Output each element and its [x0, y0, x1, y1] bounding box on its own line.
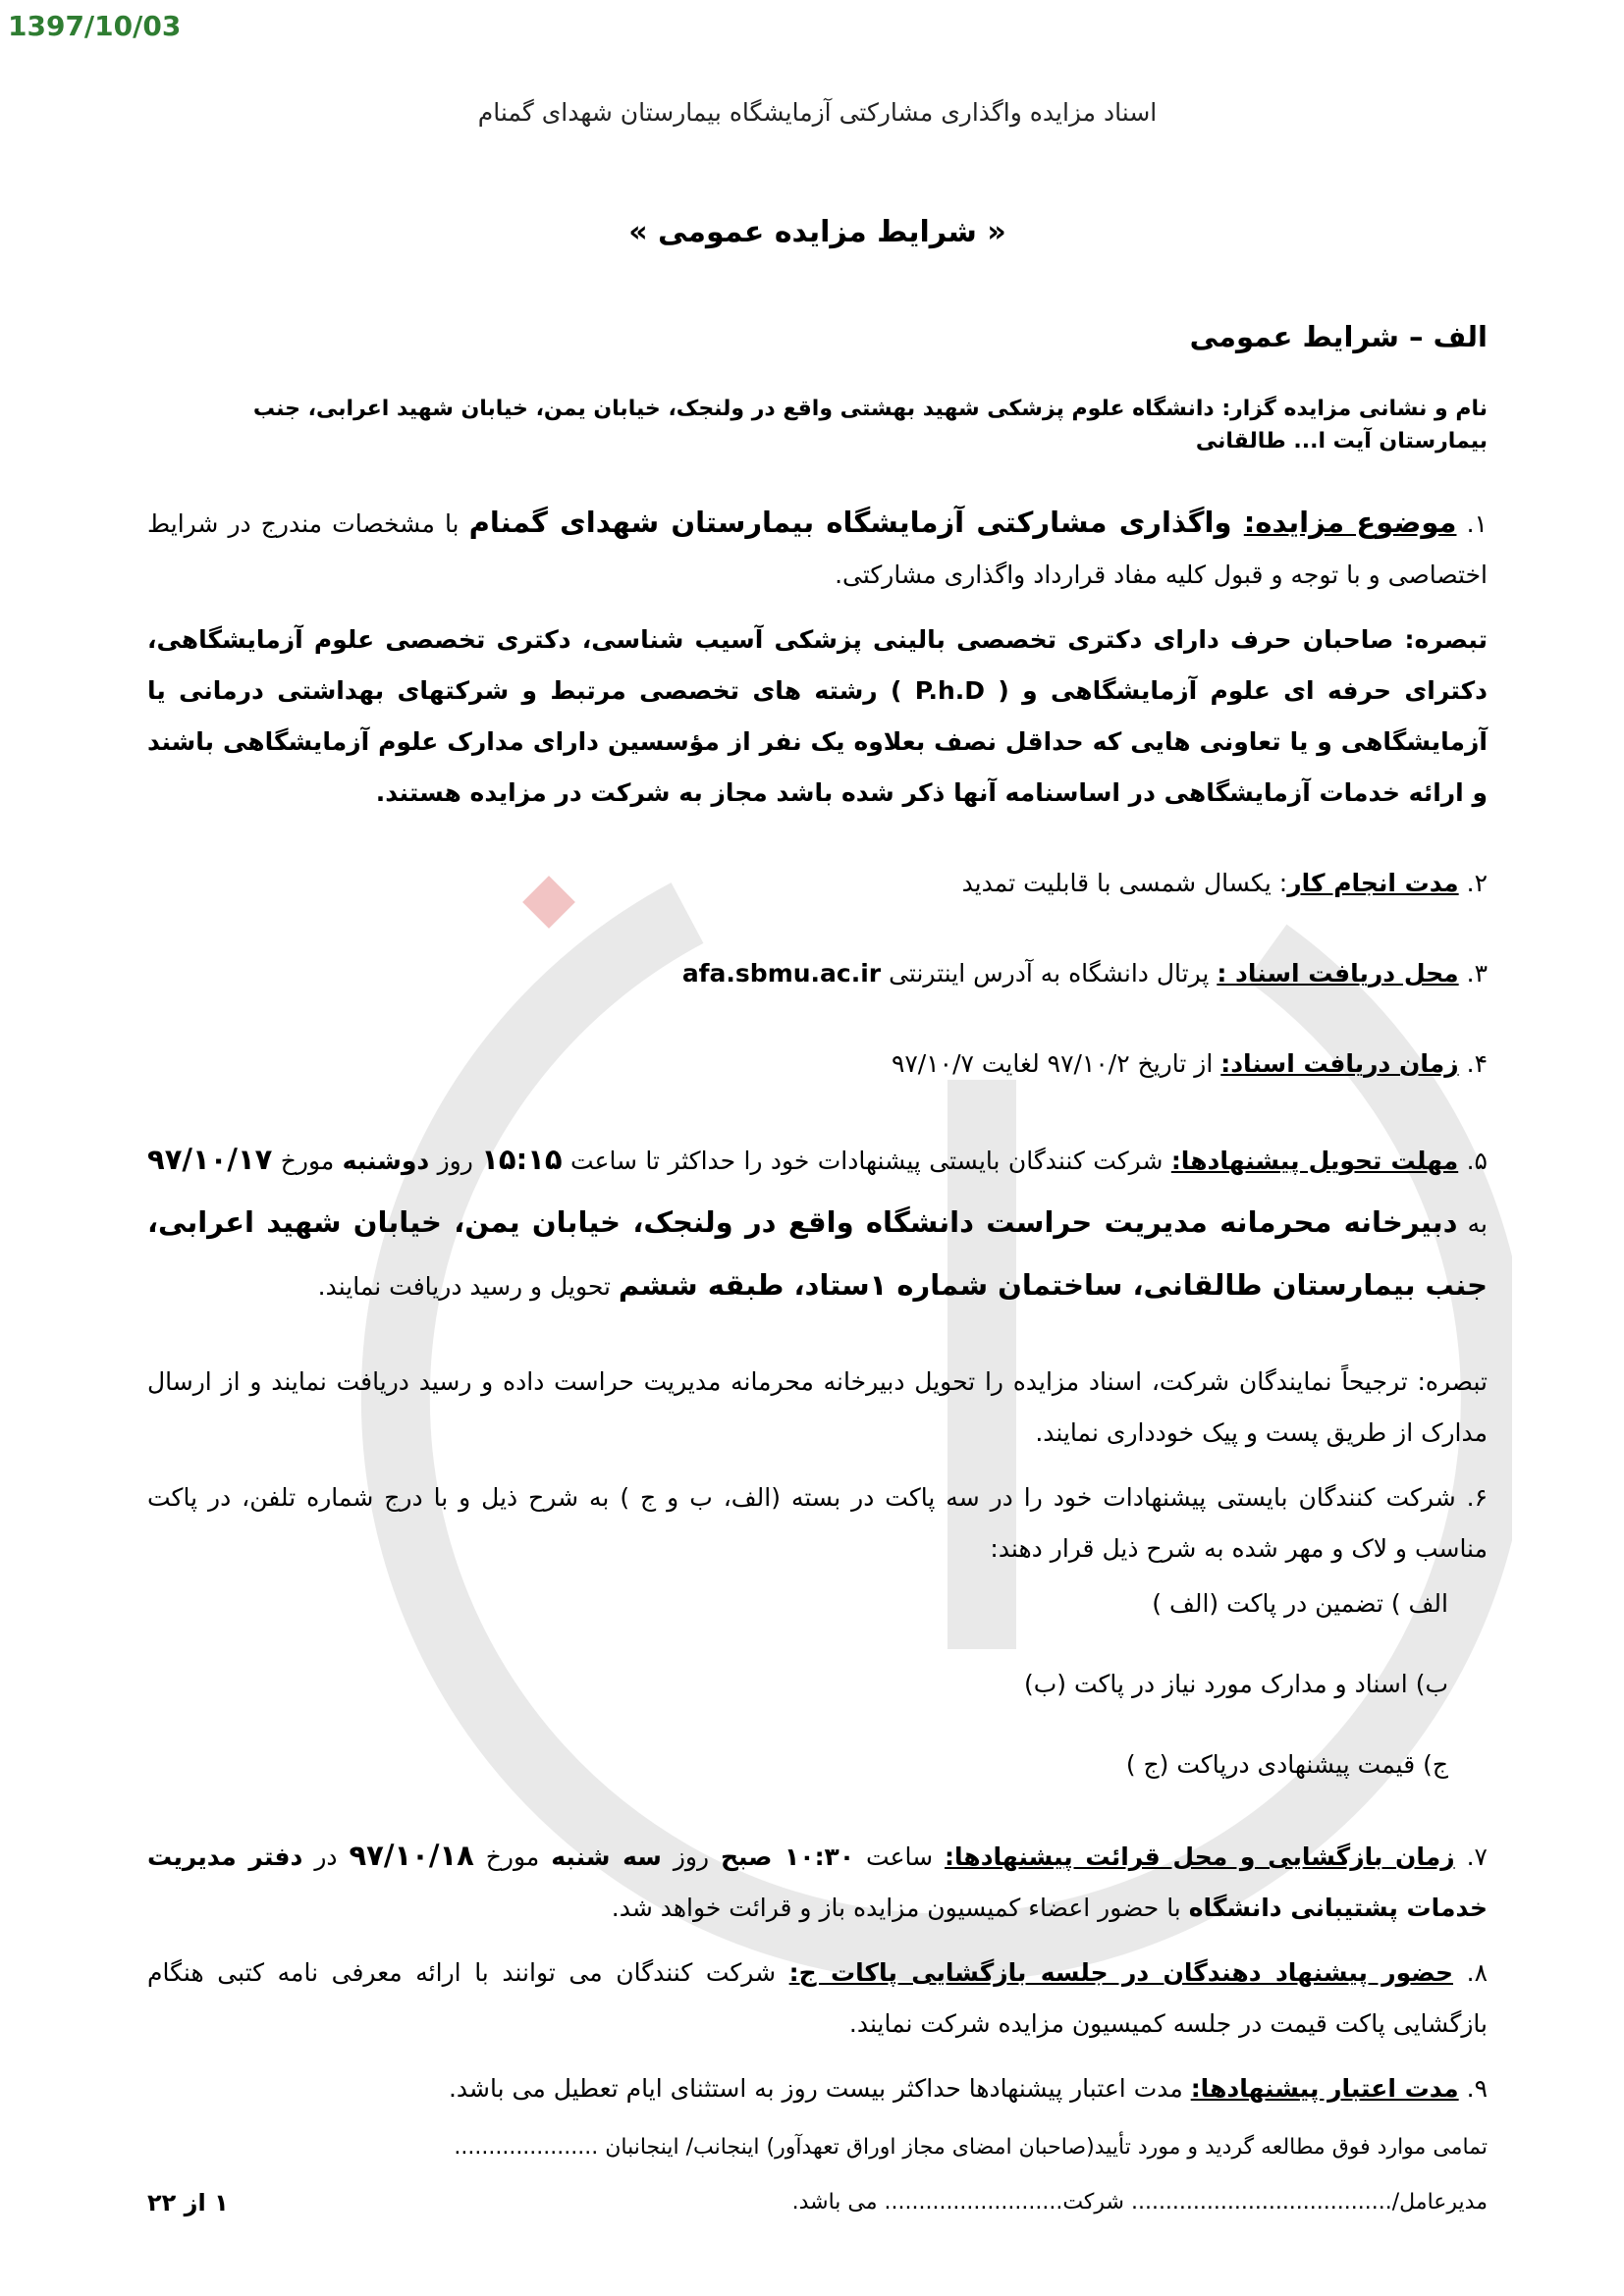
deadline-day: دوشنبه	[342, 1147, 430, 1175]
item-4	[147, 1039, 1488, 1090]
item-number: ۴.	[1458, 1049, 1488, 1078]
opening-date: ۹۷/۱۰/۱۸	[349, 1839, 474, 1872]
portal-url: afa.sbmu.ac.ir	[681, 959, 882, 988]
item-text: روز	[661, 1842, 721, 1871]
signature-footer	[147, 2120, 1488, 2230]
item-label: مدت اعتبار پیشنهادها:	[1190, 2074, 1459, 2103]
item-8	[147, 1948, 1488, 2050]
note-1	[147, 614, 1488, 819]
phd-text: P.h.D	[914, 676, 986, 705]
item-text: روز	[429, 1147, 482, 1175]
deadline-time: ۱۵:۱۵	[481, 1143, 563, 1176]
item-label: مهلت تحویل پیشنهادها:	[1170, 1147, 1459, 1175]
item-text: مورخ	[473, 1842, 552, 1871]
item-number: ۳.	[1458, 959, 1488, 988]
item-number: ۵.	[1458, 1147, 1488, 1175]
section-title: الف – شرایط عمومی	[1189, 320, 1488, 353]
item-label: حضور پیشنهاد دهندگان در جلسه بازگشایی پاکات ج:	[788, 1958, 1453, 1987]
item-1	[147, 497, 1488, 601]
item-label: مدت انجام کار	[1287, 869, 1459, 897]
item-label: محل دریافت اسناد :	[1217, 959, 1459, 988]
running-header: اسناد مزایده واگذاری مشارکتی آزمایشگاه بیمارستان شهدای گمنام	[477, 98, 1158, 127]
item-text: پرتال دانشگاه به آدرس اینترنتی	[881, 959, 1218, 988]
opening-time: ۱۰:۳۰ صبح	[720, 1842, 855, 1871]
item-number: ۱.	[1456, 509, 1488, 538]
item-label: زمان بازگشایی و محل قرائت پیشنهادها:	[945, 1842, 1455, 1871]
footer-signatory: مدیرعامل/...................................... شرکت.......................... می باشد.	[791, 2190, 1488, 2215]
organizer-info	[147, 393, 1488, 457]
item-label: موضوع مزایده:	[1243, 506, 1457, 539]
opening-day: سه شنبه	[551, 1842, 662, 1871]
item-text: تحویل و رسید دریافت نمایند.	[317, 1272, 619, 1301]
item-5	[147, 1129, 1488, 1317]
item-number: ۸.	[1453, 1958, 1488, 1987]
item-text: با حضور اعضاء کمیسیون مزایده باز و قرائت خواهد شد.	[611, 1894, 1189, 1922]
item-subject: واگذاری مشارکتی آزمایشگاه بیمارستان شهدای گمنام	[468, 506, 1244, 539]
delivery-address: دبیرخانه محرمانه مدیریت حراست دانشگاه واقع در ولنجک، خیابان یمن، خیابان شهید اعرابی، جنب بیمارستان طالقانی، ساختمان شماره ۱ستاد، طبقه ششم	[147, 1205, 1488, 1302]
item-text: در	[302, 1842, 350, 1871]
item-text: با مشخصات مندرج در شرایط اختصاصی و با توجه و قبول کلیه مفاد قرارداد واگذاری مشارکتی.	[147, 509, 1488, 589]
note-text-cont: ) رشته های تخصصی مرتبط و شرکتهای بهداشتی درمانی یا آزمایشگاهی و یا تعاونی هایی که حداقل نصف بعلاوه یک نفر از مؤسسین دارای مدارک علوم آزمایشگاهی باشند و ارائه خدمات آزمایشگاهی در اساسنامه آنها ذکر شده باشد مجاز به شرکت در مزایده هستند.	[147, 676, 1488, 807]
envelope-a: الف ) تضمین در پاکت (الف )	[1152, 1589, 1448, 1618]
note-2: تبصره: ترجیحاً نمایندگان شرکت، اسناد مزایده را تحویل دبیرخانه محرمانه مدیریت حراست داده و رسید دریافت نمایند و از ارسال مدارک از طریق پست و پیک خودداری نمایند.	[147, 1367, 1488, 1447]
item-label: زمان دریافت اسناد:	[1220, 1049, 1459, 1078]
item-number: ۷.	[1454, 1842, 1488, 1871]
note-text: تبصره: صاحبان حرف دارای دکتری تخصصی بالینی پزشکی آسیب شناسی، دکتری تخصصی علوم آزمایشگاهی، دکترای حرفه ای علوم آزمایشگاهی و (	[147, 625, 1488, 705]
item-text: از تاریخ ۹۷/۱۰/۲ لغایت ۹۷/۱۰/۷	[891, 1049, 1221, 1078]
item-7	[147, 1830, 1488, 1934]
envelope-c: ج) قیمت پیشنهادی درپاکت (ج )	[1125, 1750, 1448, 1779]
item-3	[147, 948, 1488, 999]
footer-confirmation: تمامی موارد فوق مطالعه گردید و مورد تأیید(صاحبان امضای مجاز اوراق تعهدآور) اینجانب/ اینجانبان .....................	[454, 2135, 1488, 2160]
deadline-date: ۹۷/۱۰/۱۷	[147, 1143, 273, 1176]
page-number: ۱ از ۲۲	[147, 2189, 229, 2216]
organizer-label: نام و نشانی مزایده گزار:	[1221, 397, 1488, 421]
item-text: شرکت کنندگان بایستی پیشنهادات خود را حداکثر تا ساعت	[562, 1147, 1171, 1175]
item-9	[147, 2063, 1488, 2114]
organizer-text: دانشگاه علوم پزشکی شهید بهشتی واقع در ولنجک، خیابان یمن، خیابان شهید اعرابی، جنب بیمارستان آیت ا... طالقانی	[252, 397, 1488, 454]
item-number: ۹.	[1458, 2074, 1488, 2103]
item-number: ۲.	[1458, 869, 1488, 897]
envelope-b: ب) اسناد و مدارک مورد نیاز در پاکت (ب)	[1023, 1670, 1448, 1698]
date-stamp: 1397/10/03	[8, 10, 182, 42]
item-text: : یکسال شمسی با قابلیت تمدید	[961, 869, 1288, 897]
document-title: « شرایط مزایده عمومی »	[628, 215, 1006, 249]
item-text: مدت اعتبار پیشنهادها حداکثر بیست روز به استثنای ایام تعطیل می باشد.	[448, 2074, 1191, 2103]
item-text: به	[1467, 1209, 1488, 1238]
opening-place: دفتر مدیریت خدمات پشتیبانی دانشگاه	[147, 1842, 1488, 1922]
item-text: شرکت کنندگان می توانند با ارائه معرفی نامه کتبی هنگام بازگشایی پاکت قیمت در جلسه کمیسیون مزایده شرکت نمایند.	[147, 1958, 1488, 2038]
item-text: ساعت	[854, 1842, 945, 1871]
document-page	[147, 88, 1488, 2114]
item-6: ۶. شرکت کنندگان بایستی پیشنهادات خود را در سه پاکت در بسته (الف، ب و ج ) به شرح ذیل و با درج شماره تلفن، در پاکت مناسب و لاک و مهر شده به شرح ذیل قرار دهند:	[147, 1483, 1488, 1563]
item-2	[147, 858, 1488, 909]
item-text: مورخ	[272, 1147, 343, 1175]
